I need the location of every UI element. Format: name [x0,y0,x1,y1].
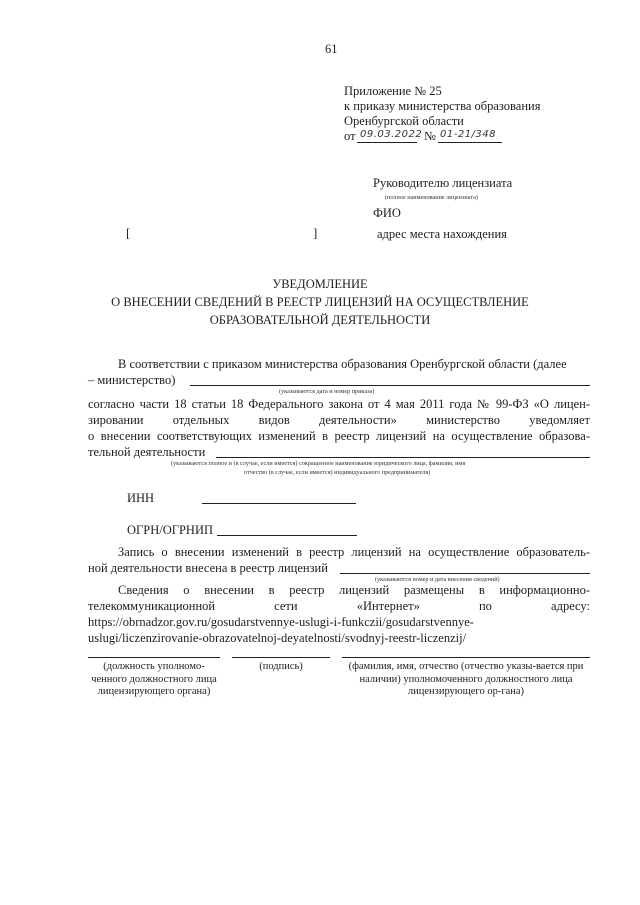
signature-sign-caption: (подпись) [259,661,303,672]
addressee-head: Руководителю лицензиата [373,176,513,190]
bracket-right: ] [313,225,318,240]
appendix-number-value: 01-21/348 [440,129,497,140]
p1-hint: (указываются дата и номер приказа) [279,388,375,395]
appendix-line-1: Приложение № 25 [344,84,442,98]
p1-line-1: В соответствии с приказом министерства образования Оренбургской области (далее [118,357,567,371]
p1-hint2-line-1: (указываются полное и (в случае, если имеется) сокращенное наименование юридического лица, фамилия, имя [171,460,466,467]
p2-line-1: Запись о внесении изменений в реестр лицензий на осуществление образователь- [118,545,590,559]
appendix-number-prefix: № [424,129,436,143]
appendix-line-3: Оренбургской области [344,114,464,128]
p1-line-5: о внесении соответствующих изменений в реестр лицензий на осуществление образова- [88,429,590,443]
p2-line-2: ной деятельности внесена в реестр лицензий [88,561,328,575]
ogrn-label: ОГРН/ОГРНИП [127,523,213,537]
p1-line-4: зировании отдельных видов деятельности» министерство уведомляет [88,413,590,427]
p3-line-4: uslugi/liczenzirovanie-obrazovatelnoj-deyatelnosti/svodnyj-reestr-liczenzij/ [88,631,467,645]
bracket-left: [ [126,225,131,240]
p2-hint: (указываются номер и дата внесения сведений) [375,576,500,583]
appendix-line-2: к приказу министерства образования [344,99,541,113]
addressee-fio: ФИО [373,206,401,220]
addressee-address: адрес места нахождения [377,227,507,241]
p1-line-3: согласно части 18 статьи 18 Федерального закона от 4 мая 2011 года № 99-ФЗ «О лицен- [88,397,590,411]
appendix-date-prefix: от [344,129,356,143]
title-line-1: УВЕДОМЛЕНИЕ [272,277,368,291]
signature-name-caption: (фамилия, имя, отчество (отчество указы-вается при наличии) уполномоченного должностного лица лицензирующего ор-гана) [348,661,584,697]
p3-line-1: Сведения о внесении в реестр лицензий размещены в информационно- [118,583,590,597]
p3-line-2: телекоммуникационной сети «Интернет» по адресу: [88,599,590,613]
addressee-head-hint: (полное наименование лицензиата) [385,194,478,201]
p3-line-3: https://obrnadzor.gov.ru/gosudarstvennye-uslugi-i-funkczii/gosudarstvennye- [88,615,474,629]
p1-line-6: тельной деятельности [88,445,206,459]
page-number: 61 [325,42,338,56]
p1-line-2: – министерство) [88,373,176,387]
inn-label: ИНН [127,491,155,505]
appendix-date-value: 09.03.2022 [360,129,423,140]
title-line-3: ОБРАЗОВАТЕЛЬНОЙ ДЕЯТЕЛЬНОСТИ [209,313,431,327]
signature-position-caption: (должность уполномо-ченного должностного лица лицензирующего органа) [91,661,217,697]
title-line-2: О ВНЕСЕНИИ СВЕДЕНИЙ В РЕЕСТР ЛИЦЕНЗИЙ НА ОСУЩЕСТВЛЕНИЕ [111,295,529,309]
p1-hint2-line-2: отчество (в случае, если имеется) индивидуального предпринимателя) [244,469,431,476]
